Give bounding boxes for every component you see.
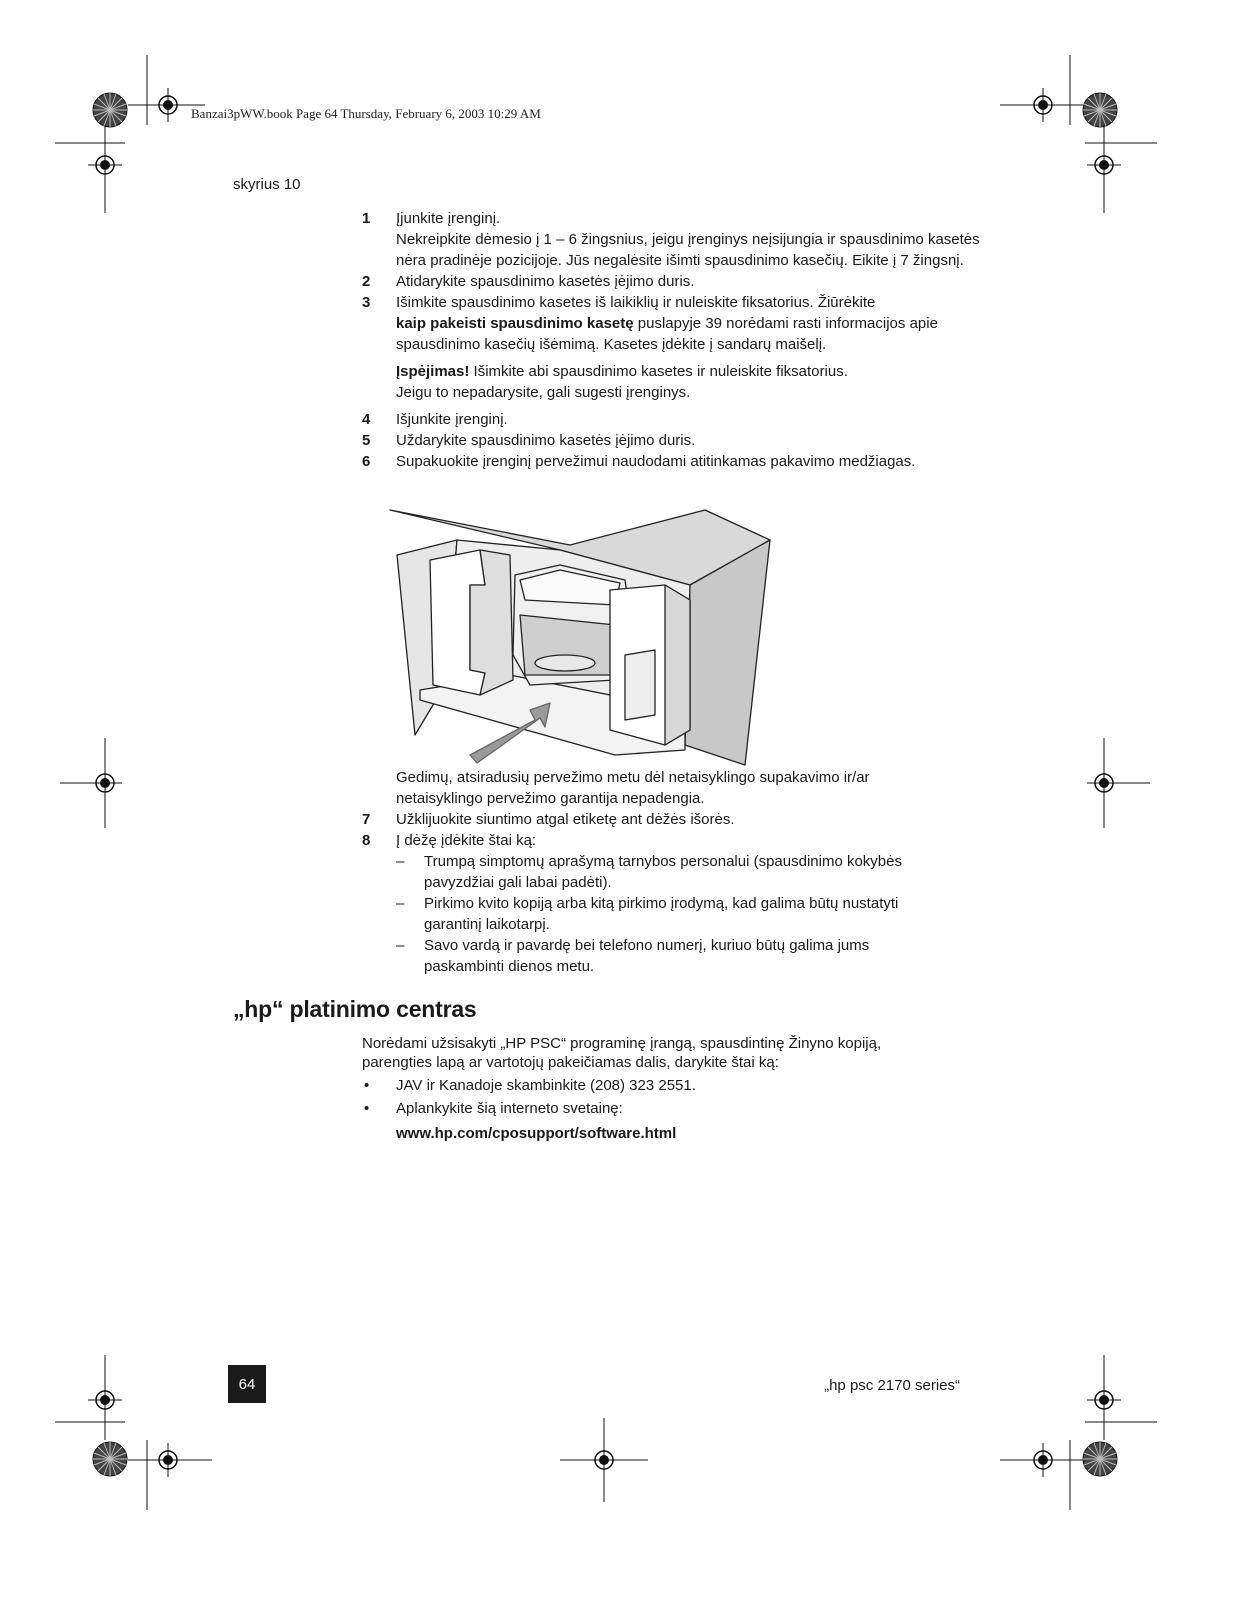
step-number: 4 xyxy=(362,411,371,428)
step-7 xyxy=(362,809,982,830)
cross-reference-link[interactable]: kaip pakeisti spausdinimo kasetę xyxy=(396,315,634,332)
step-number: 5 xyxy=(362,432,371,449)
sub-item-text: Pirkimo kvito kopiją arba kitą pirkimo įrodymą, kad galima būtų nustatyti garantinį laikotarpį. xyxy=(424,895,899,933)
bullet-text: Aplankykite šią interneto svetainę: xyxy=(396,1100,623,1117)
bullet-mark: • xyxy=(364,1077,370,1094)
step-number: 7 xyxy=(362,811,371,828)
step-number: 6 xyxy=(362,453,371,470)
step-number: 3 xyxy=(362,294,371,311)
step-text: Supakuokite įrenginį pervežimui naudodami atitinkamas pakavimo medžiagas. xyxy=(396,453,916,470)
warning-text: Išimkite abi spausdinimo kasetes ir nuleiskite fiksatorius. Jeigu to nepadarysite, gali sugesti įrenginys. xyxy=(396,363,848,401)
step-text: Atidarykite spausdinimo kasetės įėjimo duris. xyxy=(396,273,695,290)
section-intro: Norėdami užsisakyti „HP PSC“ programinę įrangą, spausdintinę Žinyno kopiją, parengties lapą ar vartotojų pakeičiamas dalis, darykite štai ką: xyxy=(362,1035,882,1071)
software-url-link[interactable]: www.hp.com/cposupport/software.html xyxy=(396,1125,677,1142)
sub-item-3 xyxy=(362,935,982,977)
right-foam-side xyxy=(665,585,690,745)
step-text: Išimkite spausdinimo kasetes iš laikiklių ir nuleiskite fiksatorius. Žiūrėkite xyxy=(396,294,876,311)
warning-label: Įspėjimas! xyxy=(396,363,470,380)
step-text: Išjunkite įrenginį. xyxy=(396,411,508,428)
right-foam-cutout xyxy=(625,650,655,720)
dash-mark: – xyxy=(396,853,405,870)
warning-note xyxy=(362,361,982,403)
product-series-footer: „hp psc 2170 series“ xyxy=(824,1377,960,1394)
step-number: 2 xyxy=(362,273,371,290)
printer-in-box-illustration xyxy=(385,505,785,777)
page-number-badge: 64 xyxy=(228,1365,266,1403)
step-6 xyxy=(362,451,982,472)
damage-note: Gedimų, atsiradusių pervežimo metu dėl netaisyklingo supakavimo ir/ar netaisyklingo pervežimo garantija nepadengia. xyxy=(396,769,870,807)
step-1 xyxy=(362,208,982,229)
step-8 xyxy=(362,830,982,851)
distribution-section xyxy=(362,1034,982,1143)
bullet-mark: • xyxy=(364,1100,370,1117)
step-text: Užklijuokite siuntimo atgal etiketę ant dėžės išorės. xyxy=(396,811,735,828)
bullet-text: JAV ir Kanadoje skambinkite (208) 323 2551. xyxy=(396,1077,696,1094)
sub-item-1 xyxy=(362,851,982,893)
step-1-note: Nekreipkite dėmesio į 1 – 6 žingsnius, jeigu įrenginys neįsijungia ir spausdinimo kasetės nėra pradinėje pozicijoje. Jūs negalėsite išimti spausdinimo kasečių. Eikite į 7 žingsnį. xyxy=(396,231,980,269)
dash-mark: – xyxy=(396,937,405,954)
step-text: Uždarykite spausdinimo kasetės įėjimo duris. xyxy=(396,432,696,449)
step-3 xyxy=(362,292,982,355)
dash-mark: – xyxy=(396,895,405,912)
sub-item-text: Savo vardą ir pavardę bei telefono numerį, kuriuo būtų galima jums paskambinti dienos metu. xyxy=(424,937,870,975)
step-number: 8 xyxy=(362,832,371,849)
step-text: Į dėžę įdėkite štai ką: xyxy=(396,832,537,849)
sub-item-text: Trumpą simptomų aprašymą tarnybos personalui (spausdinimo kokybės pavyzdžiai gali labai padėti). xyxy=(424,853,902,891)
step-4 xyxy=(362,409,982,430)
bullet-item-website xyxy=(362,1099,982,1118)
section-heading: „hp“ platinimo centras xyxy=(233,996,477,1022)
printer-tray-detail xyxy=(535,655,595,671)
chapter-label: skyrius 10 xyxy=(233,176,301,193)
bullet-item-phone xyxy=(362,1076,982,1095)
step-2 xyxy=(362,271,982,292)
step-5 xyxy=(362,430,982,451)
step-text-continued: puslapyje 39 norėdami rasti informacijos apie spausdinimo kasečių išėmimą. Kasetes įdėkite į sandarų maišelį. xyxy=(396,315,938,353)
book-info-line: Banzai3pWW.book Page 64 Thursday, February 6, 2003 10:29 AM xyxy=(191,106,541,121)
sub-item-2 xyxy=(362,893,982,935)
step-number: 1 xyxy=(362,210,371,227)
step-text: Įjunkite įrenginį. xyxy=(396,210,501,227)
